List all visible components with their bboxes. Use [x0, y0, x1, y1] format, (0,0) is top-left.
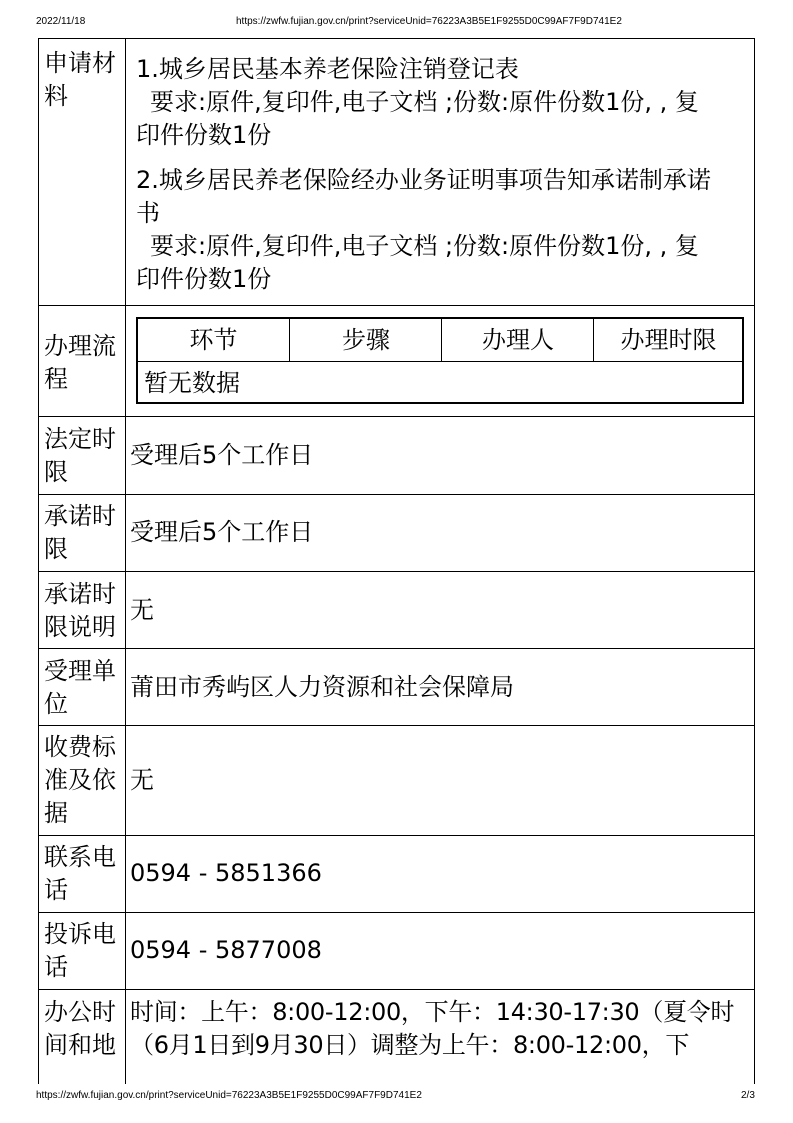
process-table-header [138, 319, 742, 362]
complaint-phone-label [44, 918, 124, 984]
materials-label [44, 47, 124, 113]
table-border-divider [125, 38, 126, 1084]
legal-limit-value: 受理后5个工作日 [130, 441, 314, 469]
empty-data-text: 暂无数据 [144, 369, 240, 397]
fee-value: 无 [130, 766, 154, 794]
contact-phone-label [44, 841, 124, 907]
row-divider [38, 416, 755, 417]
print-url-header: https://zwfw.fujian.gov.cn/print?serviceUnid=76223A3B5E1F9255D0C99AF7F9D741E2 [236, 16, 622, 27]
material-requirement: 印件份数1份 [136, 265, 272, 293]
label-line: 法定时 [44, 425, 116, 453]
material-title: 书 [136, 199, 160, 227]
material-item [136, 53, 746, 152]
label-line: 间和地 [44, 1031, 116, 1059]
material-title: 1.城乡居民基本养老保险注销登记表 [136, 55, 519, 83]
column-header: 办理人 [441, 319, 594, 361]
label-line: 话 [44, 953, 68, 981]
label-line: 承诺时 [44, 580, 116, 608]
label-line: 办公时 [44, 998, 116, 1026]
limit-note-value: 无 [130, 596, 154, 624]
table-border-left [38, 38, 39, 1084]
label-line: 据 [44, 799, 68, 827]
office-hours-value [130, 996, 752, 1062]
material-requirement: 要求:原件,复印件,电子文档 ;份数:原件份数1份, , 复 [150, 232, 699, 260]
label-line: 投诉电 [44, 920, 116, 948]
row-divider [38, 835, 755, 836]
material-item [136, 164, 746, 296]
column-header: 环节 [189, 326, 238, 354]
label-line: 限 [44, 458, 68, 486]
accept-unit-value: 莆田市秀屿区人力资源和社会保障局 [130, 673, 514, 701]
label-line: 话 [44, 876, 68, 904]
materials-label-line: 申请材 [44, 49, 116, 77]
office-hours-line: 时间：上午：8:00-12:00，下午：14:30-17:30（夏令时 [130, 998, 735, 1026]
column-header: 办理时限 [593, 319, 743, 361]
row-divider [38, 305, 755, 306]
row-divider [38, 571, 755, 572]
office-hours-label [44, 996, 124, 1062]
row-divider [38, 648, 755, 649]
print-url-footer: https://zwfw.fujian.gov.cn/print?serviceUnid=76223A3B5E1F9255D0C99AF7F9D741E2 [36, 1090, 422, 1101]
process-label-line: 办理流 [44, 332, 116, 360]
process-table [136, 317, 744, 404]
office-hours-line: （6月1日到9月30日）调整为上午：8:00-12:00，下 [130, 1031, 690, 1059]
label-line: 收费标 [44, 733, 116, 761]
column-header: 步骤 [289, 319, 442, 361]
row-divider [38, 989, 755, 990]
fee-label [44, 731, 124, 830]
legal-limit-label [44, 423, 124, 489]
label-line: 位 [44, 690, 68, 718]
process-label-line: 程 [44, 365, 68, 393]
row-divider [38, 912, 755, 913]
label-line: 承诺时 [44, 502, 116, 530]
promised-limit-value: 受理后5个工作日 [130, 518, 314, 546]
label-line: 限说明 [44, 613, 116, 641]
accept-unit-label [44, 655, 124, 721]
contact-phone-value: 0594 - 5851366 [130, 859, 322, 887]
material-requirement: 要求:原件,复印件,电子文档 ;份数:原件份数1份, , 复 [150, 88, 699, 116]
label-line: 联系电 [44, 843, 116, 871]
material-title: 2.城乡居民养老保险经办业务证明事项告知承诺制承诺 [136, 166, 711, 194]
promised-limit-label [44, 500, 124, 566]
complaint-phone-value: 0594 - 5877008 [130, 936, 322, 964]
label-line: 准及依 [44, 766, 116, 794]
row-divider [38, 725, 755, 726]
table-top-border [38, 38, 755, 39]
row-divider [38, 494, 755, 495]
material-requirement: 印件份数1份 [136, 121, 272, 149]
label-line: 限 [44, 535, 68, 563]
page-number: 2/3 [741, 1090, 755, 1101]
print-date: 2022/11/18 [36, 16, 86, 27]
label-line: 受理单 [44, 657, 116, 685]
materials-label-line: 料 [44, 82, 68, 110]
table-border-right [754, 38, 755, 1084]
process-label [44, 330, 124, 396]
limit-note-label [44, 578, 124, 644]
